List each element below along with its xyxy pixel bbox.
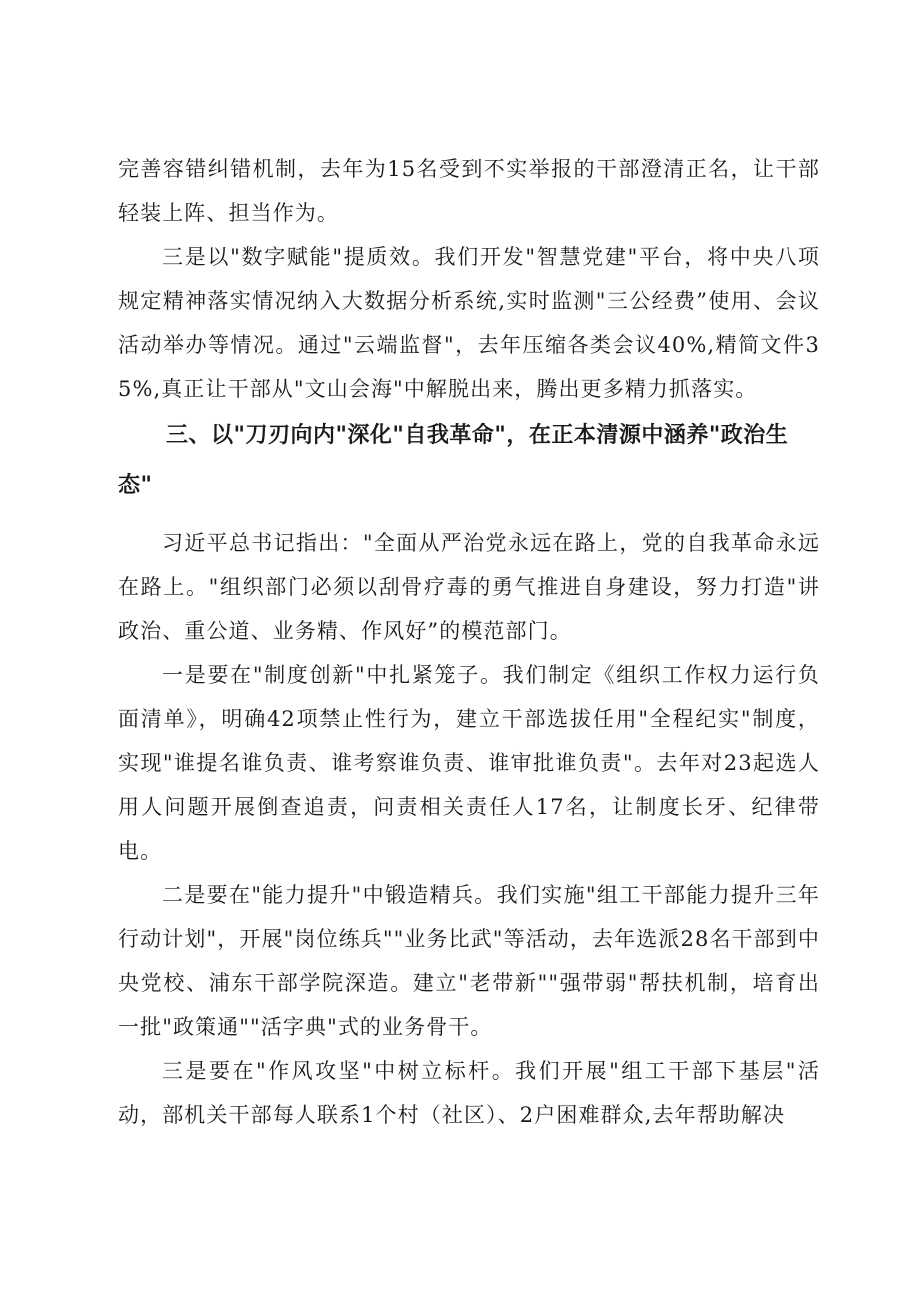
body-paragraph: 习近平总书记指出："全面从严治党永远在路上，党的自我革命永远在路上。"组织部门必须以刮骨疗毒的勇气推进自身建设，努力打造"讲政治、重公道、业务精、作风好”的模范部门。: [118, 531, 820, 643]
section-heading: 三、以"刀刃向内"深化"自我革命"，在正本清源中涵养"政治生态": [118, 423, 789, 498]
body-paragraph: 一是要在"制度创新"中扎紧笼子。我们制定《组织工作权力运行负面清单》，明确42项禁止性行为，建立干部选拔任用"全程纪实"制度，实现"谁提名谁负责、谁考察谁负责、谁审批谁负责"。去年对23起选人用人问题开展倒查追责，问责相关责任人17名，让制度长牙、纪律带电。: [118, 663, 820, 863]
body-paragraph: 三是以"数字赋能"提质效。我们开发"智慧党建"平台，将中央八项规定精神落实情况纳入大数据分析系统,实时监测"三公经费”使用、会议活动举办等情况。通过"云端监督"，去年压缩各类会议40%,精简文件35%,真正让干部从"文山会海"中解脱出来，腾出更多精力抓落实。: [118, 245, 820, 401]
body-paragraph: 二是要在"能力提升"中锻造精兵。我们实施"组工干部能力提升三年行动计划"，开展"岗位练兵""业务比武"等活动，去年选派28名干部到中央党校、浦东干部学院深造。建立"老带新""强带弱"帮扶机制，培育出一批"政策通""活字典"式的业务骨干。: [118, 883, 820, 1039]
body-paragraph: 三是要在"作风攻坚"中树立标杆。我们开展"组工干部下基层"活动，部机关干部每人联系1个村（社区）、2户困难群众,去年帮助解决: [118, 1059, 820, 1127]
body-paragraph: 完善容错纠错机制，去年为15名受到不实举报的干部澄清正名，让干部轻装上阵、担当作为。: [118, 157, 820, 225]
